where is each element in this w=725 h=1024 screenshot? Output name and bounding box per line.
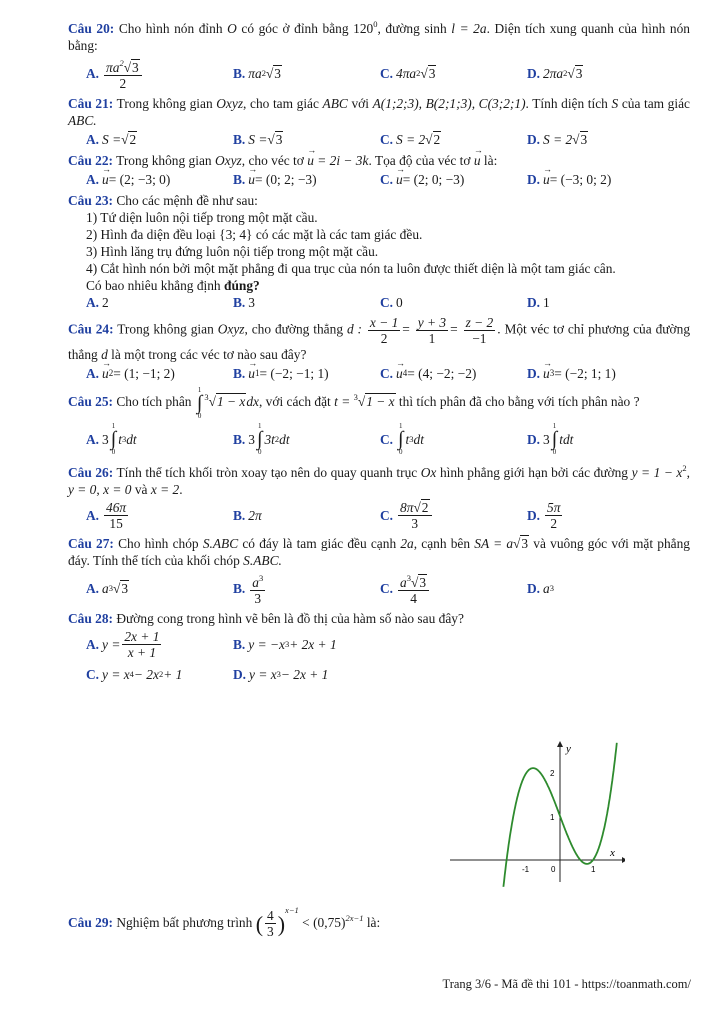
option-a[interactable]: A. y = $\frac{2x + 1}{x + 1}$ <box>86 629 160 660</box>
question-20-options <box>86 56 690 91</box>
function-graph <box>450 722 625 892</box>
question-28-options-row1 <box>86 629 488 660</box>
x-axis-arrow <box>622 857 625 863</box>
question-23-options <box>86 294 690 311</box>
question-24-text: Câu 24: Trong không gian Oxyz, cho đường thẳng d : $\frac{x - 1}{2}$ = $\frac{y + 3}{1}$ = $\frac{z - 2}{-1}$ . Một véc tơ chỉ phương của đường thẳng d là một trong các véc tơ nào sau đây? <box>68 315 691 362</box>
option-a[interactable]: A. 2 <box>86 295 109 310</box>
y-axis-label: y <box>566 743 571 755</box>
option-d[interactable]: D. a 3 <box>527 581 554 596</box>
question-26 <box>68 460 690 531</box>
option-c[interactable]: C. y = x 4 − 2x 2 + 1 <box>86 667 183 682</box>
option-a[interactable]: A. $\frac{\pi a^2√3}{2}$ <box>86 56 233 91</box>
option-b[interactable]: B. 3 <box>233 295 255 310</box>
question-29 <box>68 902 690 939</box>
option-d[interactable]: D. 2πa 2 √ 3 <box>527 66 583 81</box>
y-axis-arrow <box>557 741 563 747</box>
question-22-text: Câu 22: Trong không gian Oxyz, cho véc tơ → u = 2i − 3k. Tọa độ của véc tơ → u là: <box>68 152 690 169</box>
option-d[interactable]: D. 3 1 ∫ 0 t dt <box>527 422 574 456</box>
question-24 <box>68 315 690 382</box>
statement-list <box>86 209 690 294</box>
question-23-text: Câu 23: Cho các mệnh đề như sau: <box>68 193 258 208</box>
option-d[interactable]: D. → u 3 = (−2; 1; 1) <box>527 365 674 382</box>
question-21-options <box>86 131 690 148</box>
question-23 <box>68 192 690 311</box>
question-27-text: Câu 27: Cho hình chóp S.ABC có đáy là tam giác đều cạnh 2a, cạnh bên SA = a√3 và vuông góc với mặt phẳng đáy. Tính thể tích của khối chóp S.ABC. <box>68 536 691 568</box>
option-b[interactable]: B. y = −x 3 + 2x + 1 <box>233 637 337 652</box>
question-29-text: Câu 29: Nghiệm bất phương trình ( $\frac{4}{3}$ )$^{x-1} < (0,75)^{2x-1}$ là: <box>68 905 381 940</box>
statement-2: 2) Hình đa diện đều loại {3; 4} có các mặt là các tam giác đều. <box>86 227 423 242</box>
question-27-options <box>86 571 690 606</box>
option-d[interactable]: D. → u = (−3; 0; 2) <box>527 171 674 188</box>
option-d[interactable]: D. $\frac{5\pi}{2}$ <box>527 500 561 531</box>
statement-1: 1) Tứ diện luôn nội tiếp trong một mặt cầu. <box>86 210 318 225</box>
tick-origin: 0 <box>551 865 556 874</box>
question-21-text: Câu 21: Trong không gian Oxyz, cho tam giác ABC với A(1;2;3), B(2;1;3), C(3;2;1). Tính diện tích S của tam giác ABC. <box>68 96 690 128</box>
option-d[interactable]: D. S = 2 √ 3 <box>527 132 588 147</box>
option-a[interactable]: A. 3 1 ∫ 0 t 3 dt <box>86 422 137 456</box>
option-a[interactable]: A. $\frac{46\pi}{15}$ <box>86 500 127 531</box>
option-b[interactable]: B. πa 2 √ 3 <box>233 66 281 81</box>
question-28-options-row2 <box>86 666 488 683</box>
page-footer: Trang 3/6 - Mã đề thi 101 - https://toanmath.com/ <box>442 977 691 991</box>
option-a[interactable]: A. → u 2 = (1; −1; 2) <box>86 365 233 382</box>
question-22-options <box>86 171 690 188</box>
statement-4: 4) Cắt hình nón bởi một mặt phẳng đi qua trục của nón ta luôn được thiết diện là một tam giác cân. <box>86 261 616 276</box>
option-a[interactable]: A. S = √ 2 <box>86 132 137 147</box>
option-b[interactable]: B. $\frac{a^3}{3}$ <box>233 573 264 606</box>
statement-3: 3) Hình lăng trụ đứng luôn nội tiếp trong một mặt cầu. <box>86 244 379 259</box>
option-b[interactable]: B. → u = (0; 2; −3) <box>233 171 380 188</box>
option-c[interactable]: C. → u 4 = (4; −2; −2) <box>380 365 527 382</box>
question-25-options <box>86 422 690 456</box>
option-c[interactable]: C. 0 <box>380 295 403 310</box>
option-d[interactable]: D. 1 <box>527 295 550 310</box>
tick-x-neg1: -1 <box>522 865 530 874</box>
question-22 <box>68 152 690 188</box>
question-28 <box>68 610 488 683</box>
question-25 <box>68 386 690 456</box>
option-b[interactable]: B. → u 1 = (−2; −1; 1) <box>233 365 380 382</box>
question-26-text: Câu 26: Tính thể tích khối tròn xoay tạo nên do quay quanh trục Ox hình phẳng giới hạn bởi các đường $y = 1 - x^2$, y = 0, x = 0 và x = 2. <box>68 463 690 497</box>
question-27 <box>68 535 690 606</box>
option-c[interactable]: C. 1 ∫ 0 t 3 dt <box>380 422 424 456</box>
option-c[interactable]: C. 4πa 2 √ 3 <box>380 66 436 81</box>
option-b[interactable]: B. 3 1 ∫ 0 3t 2 dt <box>233 422 290 456</box>
question-28-text: Câu 28: Đường cong trong hình vẽ bên là đồ thị của hàm số nào sau đây? <box>68 611 464 626</box>
option-d[interactable]: D. y = x 3 − 2x + 1 <box>233 667 329 682</box>
option-a[interactable]: A. → u = (2; −3; 0) <box>86 171 233 188</box>
question-20-text: Câu 20: Cho hình nón đỉnh O có góc ở đỉnh bằng $120^0$, đường sinh l = 2a. Diện tích xung quanh của hình nón bằng: <box>68 19 690 53</box>
question-20 <box>68 16 690 91</box>
question-26-options <box>86 500 690 531</box>
question-25-text: Câu 25: Cho tích phân 1 ∫ 0 $^3$√1 − xdx, với cách đặt t = $^3$√1 − x thì tích phân đã cho bằng với tích phân nào ? <box>68 386 640 420</box>
option-b[interactable]: B. S = √ 3 <box>233 132 283 147</box>
page-content <box>68 16 691 940</box>
option-c[interactable]: C. $\frac{a^3√3}{4}$ <box>380 571 527 606</box>
question-23-ask: Có bao nhiêu khẳng định đúng? <box>86 278 260 293</box>
option-c[interactable]: C. → u = (2; 0; −3) <box>380 171 527 188</box>
question-24-options <box>86 365 690 382</box>
option-b[interactable]: B. 2π <box>233 508 262 523</box>
option-a[interactable]: A. a 3 √ 3 <box>86 581 129 596</box>
tick-x-1: 1 <box>591 865 596 874</box>
option-c[interactable]: C. S = 2 √ 2 <box>380 132 441 147</box>
tick-y-1: 1 <box>550 813 555 822</box>
option-c[interactable]: C. $\frac{8\pi√2}{3}$ <box>380 500 527 531</box>
question-21 <box>68 95 690 148</box>
x-axis-label: x <box>610 847 615 859</box>
tick-y-2: 2 <box>550 769 555 778</box>
question-label: Câu 20: <box>68 21 115 36</box>
